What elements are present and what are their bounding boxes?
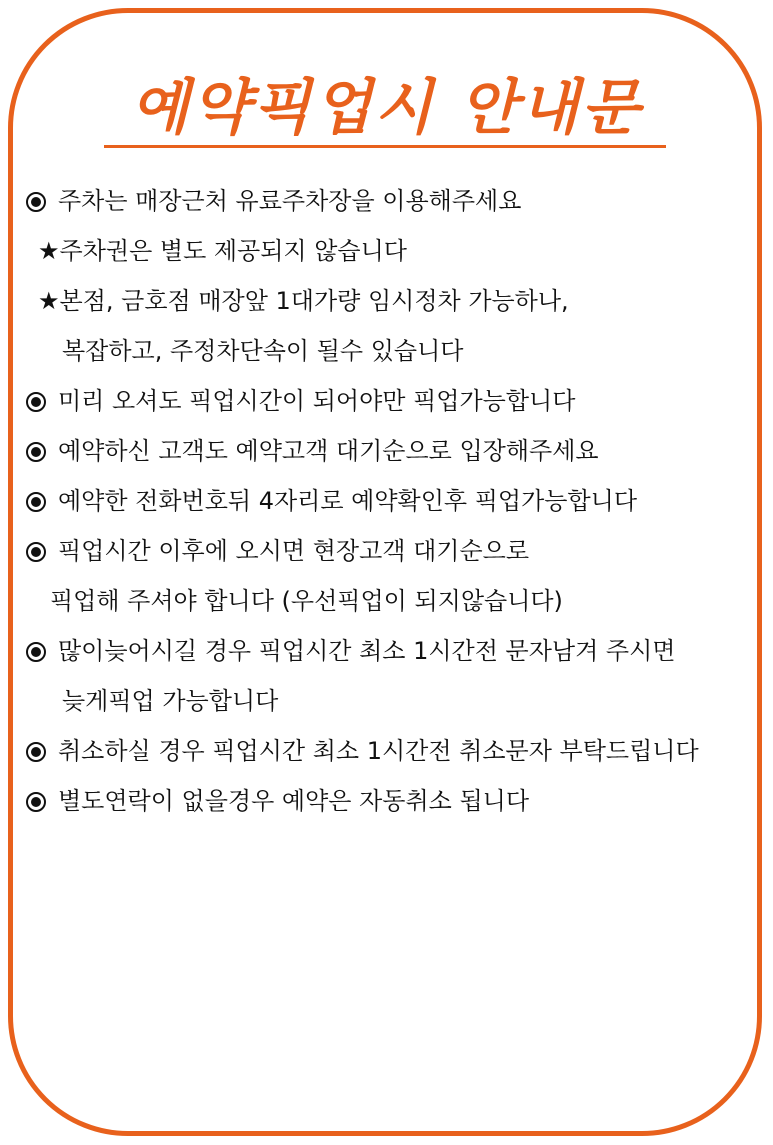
notice-item-phone-confirmation: [26, 486, 637, 516]
notice-item-cancellation: [26, 736, 699, 766]
notice-item-auto-cancel: [26, 786, 529, 816]
notice-text: 픽업시간 이후에 오시면 현장고객 대기순으로: [58, 537, 530, 565]
notice-subitem-temporary-stop: [38, 286, 569, 316]
notice-text: 복잡하고, 주정차단속이 될수 있습니다: [62, 337, 464, 365]
notice-text: ★본점, 금호점 매장앞 1대가량 임시정차 가능하나,: [38, 287, 569, 315]
fisheye-circle-icon: [26, 642, 46, 662]
notice-item-late-arrival: [26, 536, 529, 566]
notice-text: 예약한 전화번호뒤 4자리로 예약확인후 픽업가능합니다: [58, 487, 638, 515]
notice-text: 주차는 매장근처 유료주차장을 이용해주세요: [58, 187, 522, 215]
notice-text: 예약하신 고객도 예약고객 대기순으로 입장해주세요: [58, 437, 599, 465]
fisheye-circle-icon: [26, 442, 46, 462]
notice-text: ★주차권은 별도 제공되지 않습니다: [38, 237, 407, 265]
fisheye-circle-icon: [26, 492, 46, 512]
fisheye-circle-icon: [26, 792, 46, 812]
fisheye-circle-icon: [26, 542, 46, 562]
notice-item-late-pickup-continued: [62, 686, 278, 716]
notice-item-waiting-order: [26, 436, 599, 466]
fisheye-circle-icon: [26, 742, 46, 762]
notice-text: 미리 오셔도 픽업시간이 되어야만 픽업가능합니다: [58, 387, 576, 415]
notice-text: 많이늦어시길 경우 픽업시간 최소 1시간전 문자남겨 주시면: [58, 637, 676, 665]
fisheye-circle-icon: [26, 392, 46, 412]
fisheye-circle-icon: [26, 192, 46, 212]
notice-title: 예약픽업시 안내문: [130, 73, 643, 143]
notice-text: 늦게픽업 가능합니다: [62, 687, 279, 715]
notice-subitem-parking-ticket: [38, 236, 407, 266]
notice-item-parking: [26, 186, 521, 216]
notice-item-early-arrival: [26, 386, 575, 416]
notice-item-late-pickup: [26, 636, 675, 666]
notice-text: 별도연락이 없을경우 예약은 자동취소 됩니다: [58, 787, 530, 815]
notice-text: 픽업해 주셔야 합니다 (우선픽업이 되지않습니다): [50, 587, 563, 615]
notice-text: 취소하실 경우 픽업시간 최소 1시간전 취소문자 부탁드립니다: [58, 737, 699, 765]
notice-item-late-arrival-continued: [50, 586, 563, 616]
notice-subitem-temporary-stop-continued: [62, 336, 463, 366]
